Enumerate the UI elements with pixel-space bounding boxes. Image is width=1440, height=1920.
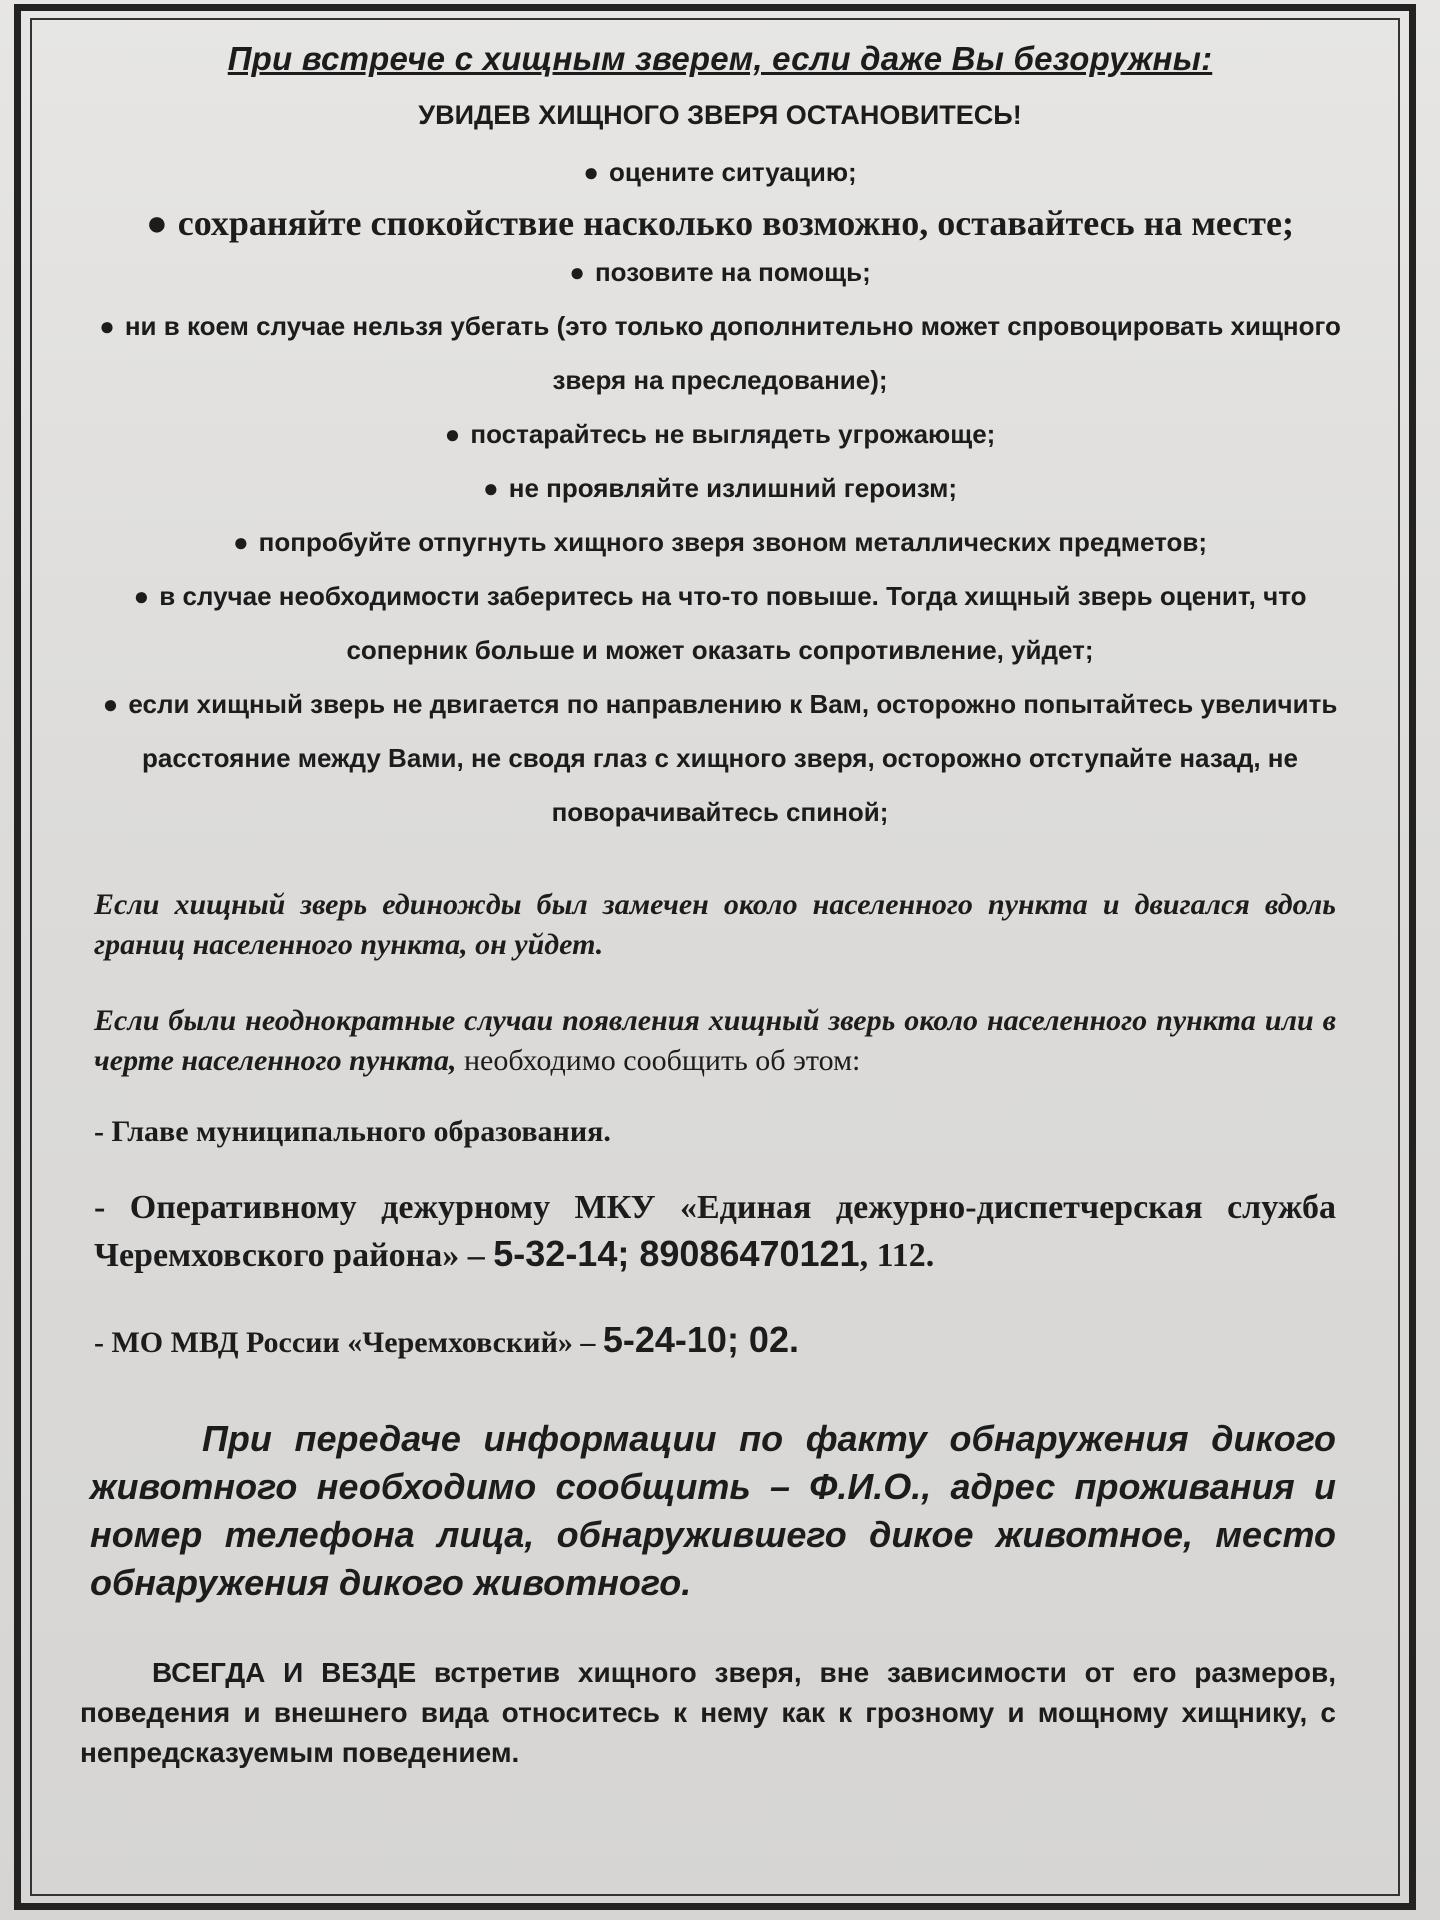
contact-dispatch-service: - Оперативному дежурному МКУ «Единая дежурно-диспетчерская служба Черемховского района» – 5-32-14; 89086470121, 112.	[94, 1189, 1336, 1274]
advice-item: ● постарайтесь не выглядеть угрожающе;	[80, 407, 1360, 461]
advice-item: ● попробуйте отпугнуть хищного зверя звоном металлических предметов;	[80, 515, 1360, 569]
document-body	[80, 40, 1360, 1880]
warning-heading: УВИДЕВ ХИЩНОГО ЗВЕРЯ ОСТАНОВИТЕСЬ!	[418, 100, 1022, 130]
repeated-sighting-paragraph: Если были неоднократные случаи появления хищный зверь около населенного пункта или в черте населенного пункта, необходимо сообщить об этом:	[94, 1004, 1336, 1077]
bullet-icon: ●	[444, 419, 461, 449]
advice-item: ● если хищный зверь не двигается по направлению к Вам, осторожно попытайтесь увеличить расстояние между Вами, не сводя глаз с хищного зверя, осторожно отступайте назад, не поворачивайтесь спиной;	[80, 677, 1360, 839]
advice-item: ● позовите на помощь;	[80, 245, 1360, 299]
advice-item: ● в случае необходимости заберитесь на что-то повыше. Тогда хищный зверь оценит, что соперник больше и может оказать сопротивление, уйдет;	[80, 569, 1360, 677]
advice-item: ● не проявляйте излишний героизм;	[80, 461, 1360, 515]
bullet-icon: ●	[583, 157, 600, 187]
bullet-icon: ●	[569, 257, 585, 287]
bullet-icon: ●	[232, 527, 249, 557]
document-title: При встрече с хищным зверем, если даже Вы безоружны:	[227, 40, 1213, 77]
bullet-icon: ●	[133, 581, 150, 611]
bullet-icon: ●	[483, 473, 499, 503]
advice-item: ● сохраняйте спокойствие насколько возможно, оставайтесь на месте;	[146, 203, 1294, 243]
bullet-icon: ●	[146, 203, 168, 243]
bullet-icon: ●	[99, 311, 115, 341]
single-sighting-paragraph: Если хищный зверь единожды был замечен около населенного пункта и двигался вдоль границ населенного пункта, он уйдет.	[94, 888, 1336, 961]
advice-item: ● оцените ситуацию;	[80, 145, 1360, 199]
dispatch-phone-numbers: 5-32-14; 89086470121	[493, 1233, 860, 1274]
advice-item: ● ни в коем случае нельзя убегать (это только дополнительно может спровоцировать хищного зверя на преследование);	[80, 299, 1360, 407]
final-warning: ВСЕГДА И ВЕЗДЕ встретив хищного зверя, вне зависимости от его размеров, поведения и внешнего вида относитесь к нему как к грозному и мощному хищнику, с непредсказуемым поведением.	[80, 1657, 1336, 1768]
contact-police: - МО МВД России «Черемховский» – 5-24-10; 02.	[94, 1319, 799, 1360]
police-phone-numbers: 5-24-10; 02.	[602, 1319, 799, 1360]
advice-list	[80, 145, 1360, 839]
reporting-notice: При передаче информации по факту обнаружения дикого животного необходимо сообщить – Ф.И.О., адрес проживания и номер телефона лица, обнаружившего дикое животное, место обнаружения дикого животного.	[90, 1418, 1336, 1603]
contact-municipal-head: - Главе муниципального образования.	[94, 1115, 611, 1148]
bullet-icon: ●	[102, 689, 119, 719]
